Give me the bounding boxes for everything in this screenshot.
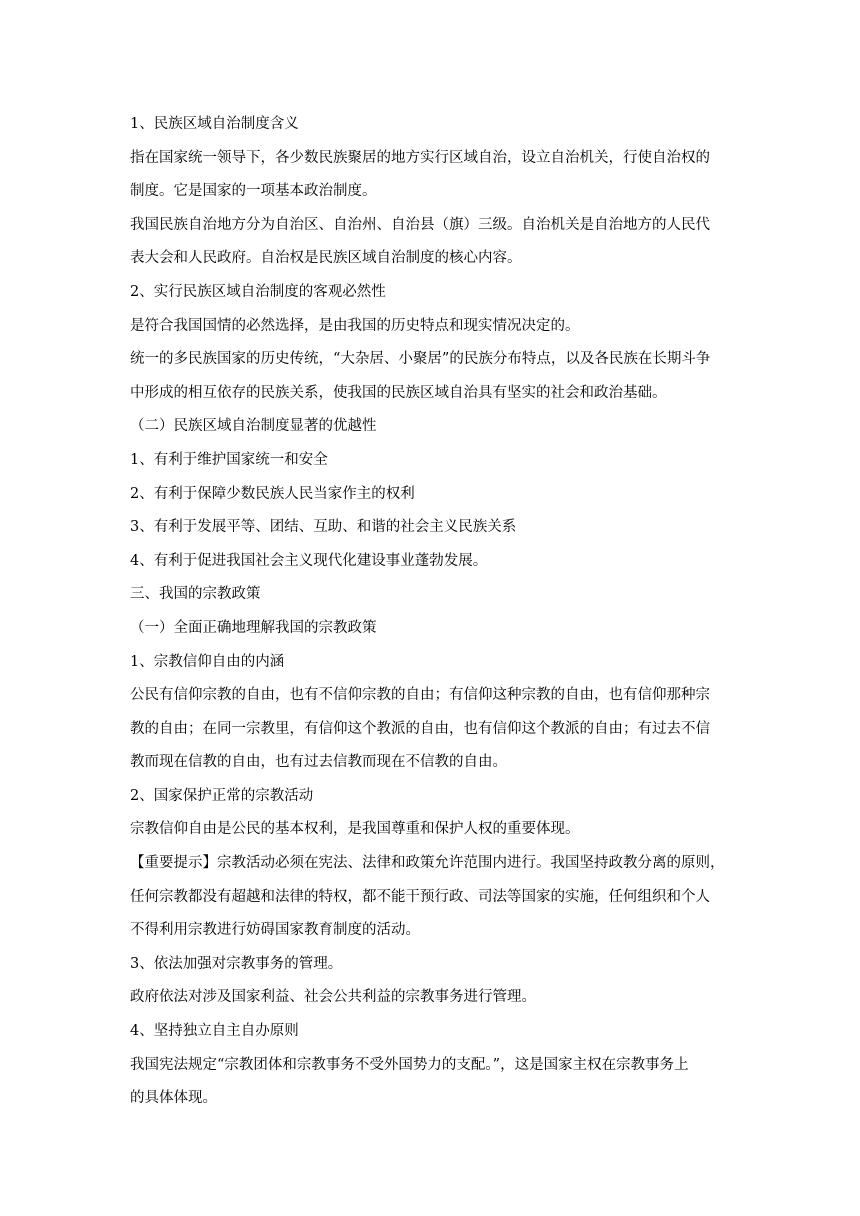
section-heading-superiority: （二）民族区域自治制度显著的优越性: [130, 418, 377, 435]
paragraph-line: 教而现在信教的自由，也有过去信教而现在不信教的自由。: [130, 754, 507, 771]
heading-autonomy-definition: 1、民族区域自治制度含义: [130, 116, 299, 132]
paragraph-line: 任何宗教都没有超越和法律的特权，都不能干预行政、司法等国家的实施，任何组织和个人: [130, 888, 710, 905]
list-item: 1、有利于维护国家统一和安全: [130, 451, 328, 468]
document-body: [130, 108, 732, 1116]
paragraph-line: 公民有信仰宗教的自由，也有不信仰宗教的自由；有信仰这种宗教的自由，也有信仰那种宗: [130, 687, 710, 704]
list-item: 2、有利于保障少数民族人民当家作主的权利: [130, 485, 415, 502]
paragraph-line: 是符合我国国情的必然选择，是由我国的历史特点和现实情况决定的。: [130, 317, 580, 334]
paragraph-line: 我国民族自治地方分为自治区、自治州、自治县（旗）三级。自治机关是自治地方的人民代: [130, 216, 710, 233]
heading-religious-freedom: 1、宗教信仰自由的内涵: [130, 653, 285, 670]
paragraph-line: 不得利用宗教进行妨碍国家教育制度的活动。: [130, 922, 420, 939]
list-item: 3、有利于发展平等、团结、互助、和谐的社会主义民族关系: [130, 519, 517, 536]
paragraph-line: 统一的多民族国家的历史传统，“大杂居、小聚居”的民族分布特点，以及各民族在长期斗争: [130, 351, 711, 368]
paragraph-line: 的具体体现。: [130, 1090, 217, 1107]
paragraph-line: 制度。它是国家的一项基本政治制度。: [130, 183, 377, 200]
heading-religious-affairs-management: 3、依法加强对宗教事务的管理。: [130, 955, 343, 972]
paragraph-line: 政府依法对涉及国家利益、社会公共利益的宗教事务进行管理。: [130, 989, 536, 1006]
paragraph-line: 中形成的相互依存的民族关系，使我国的民族区域自治具有坚实的社会和政治基础。: [130, 384, 667, 401]
heading-protect-religious-activity: 2、国家保护正常的宗教活动: [130, 787, 314, 804]
paragraph-line: 宗教信仰自由是公民的基本权利，是我国尊重和保护人权的重要体现。: [130, 821, 580, 838]
paragraph-line: 我国宪法规定“宗教团体和宗教事务不受外国势力的支配。”，这是国家主权在宗教事务上: [130, 1056, 689, 1073]
chapter-heading-religion-policy: 三、我国的宗教政策: [130, 586, 261, 603]
list-item: 4、有利于促进我国社会主义现代化建设事业蓬勃发展。: [130, 552, 488, 569]
paragraph-line: 教的自由；在同一宗教里，有信仰这个教派的自由，也有信仰这个教派的自由；有过去不信: [130, 720, 710, 737]
important-note-line: 【重要提示】宗教活动必须在宪法、法律和政策允许范围内进行。我国坚持政教分离的原则，: [130, 855, 725, 872]
paragraph-line: 表大会和人民政府。自治权是民族区域自治制度的核心内容。: [130, 250, 522, 267]
heading-autonomy-necessity: 2、实行民族区域自治制度的客观必然性: [130, 283, 386, 300]
section-heading-religion-understanding: （一）全面正确地理解我国的宗教政策: [130, 619, 377, 636]
paragraph-line: 指在国家统一领导下，各少数民族聚居的地方实行区域自治，设立自治机关，行使自治权的: [130, 149, 710, 166]
heading-independence-principle: 4、坚持独立自主自办原则: [130, 1023, 299, 1040]
